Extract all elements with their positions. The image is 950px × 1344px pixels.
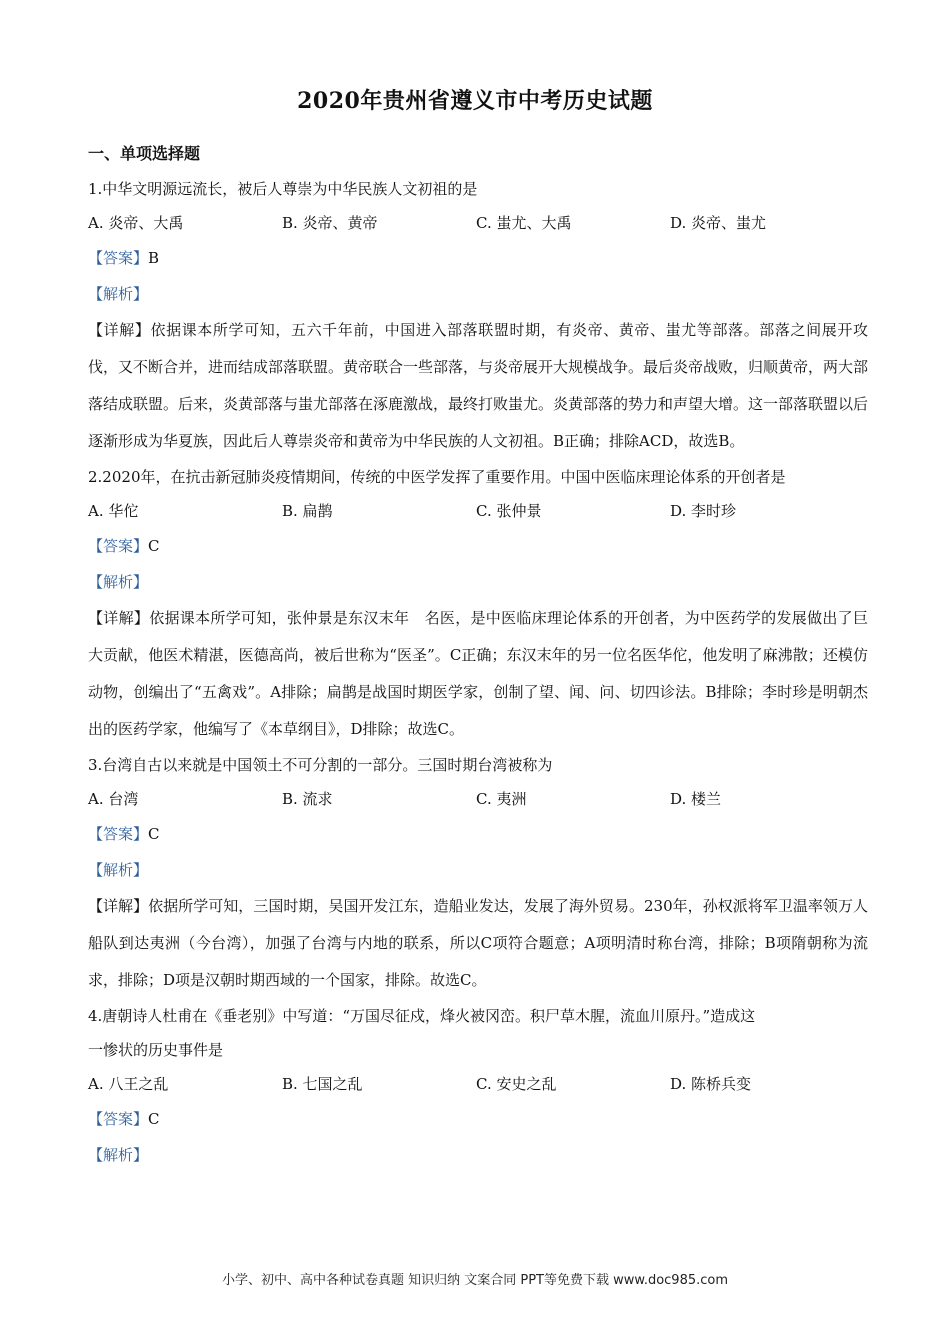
detail-paragraph: [88, 600, 868, 748]
option-c: C. 蚩尤、大禹: [476, 214, 572, 232]
analysis-line: [88, 1137, 868, 1173]
answer-label: 【答案】: [88, 825, 149, 843]
answer-line: [88, 528, 868, 564]
option-c: C. 安史之乱: [476, 1075, 557, 1093]
analysis-label: 【解析】: [88, 285, 149, 303]
question-1: [88, 172, 868, 460]
detail-label: 【详解】: [88, 321, 151, 339]
question-stem: 2.2020年，在抗击新冠肺炎疫情期间，传统的中医学发挥了重要作用。中国中医临床理论体系的开创者是: [88, 468, 786, 486]
question-stem-line-2: 一惨状的历史事件是: [88, 1041, 224, 1059]
detail-paragraph: [88, 888, 868, 999]
detail-label: 【详解】: [88, 897, 149, 915]
option-row: [88, 494, 868, 528]
section-heading: 一、单项选择题: [88, 144, 201, 163]
answer-value: C: [148, 825, 160, 843]
page-title: 2020年贵州省遵义市中考历史试题: [297, 88, 653, 114]
option-row: [88, 782, 868, 816]
analysis-line: [88, 852, 868, 888]
option-d: D. 李时珍: [670, 502, 737, 520]
detail-paragraph: [88, 312, 868, 460]
option-c: C. 夷洲: [476, 790, 527, 808]
answer-value: C: [148, 537, 160, 555]
detail-text: 依据所学可知，三国时期，吴国开发江东，造船业发达，发展了海外贸易。230年，孙权派将军卫温率领万人船队到达夷洲（今台湾），加强了台湾与内地的联系，所以C项符合题意；A项明清时称台湾，排除；B项隋朝称为流求，排除；D项是汉朝时期西域的一个国家，排除。故选C。: [88, 897, 868, 989]
answer-value: C: [148, 1110, 160, 1128]
option-d: D. 楼兰: [670, 790, 722, 808]
option-row: [88, 206, 868, 240]
option-d: D. 炎帝、蚩尤: [670, 214, 767, 232]
answer-line: [88, 240, 868, 276]
answer-value: B: [148, 249, 160, 267]
question-stem-line-1: 4.唐朝诗人杜甫在《垂老别》中写道：“万国尽征戍，烽火被冈峦。积尸草木腥，流血川原丹。”造成这: [88, 1007, 756, 1025]
option-b: B. 炎帝、黄帝: [282, 214, 378, 232]
question-4: [88, 999, 868, 1173]
option-a: A. 台湾: [88, 790, 139, 808]
option-a: A. 八王之乱: [88, 1075, 169, 1093]
option-a: A. 炎帝、大禹: [88, 214, 184, 232]
page-footer: 小学、初中、高中各种试卷真题 知识归纳 文案合同 PPT等免费下载 www.doc985.com: [221, 1273, 729, 1288]
option-c: C. 张仲景: [476, 502, 542, 520]
detail-text: 依据课本所学可知，张仲景是东汉末年 名医，是中医临床理论体系的开创者，为中医药学的发展做出了巨大贡献，他医术精湛，医德高尚，被后世称为“医圣”。C正确；东汉末年的另一位名医华佗，他发明了麻沸散；还模仿动物，创编出了“五禽戏”。A排除；扁鹊是战国时期医学家，创制了望、闻、问、切四诊法。B排除；李时珍是明朝杰出的医药学家，他编写了《本草纲目》，D排除；故选C。: [88, 609, 868, 738]
analysis-label: 【解析】: [88, 861, 149, 879]
question-stem: 3.台湾自古以来就是中国领土不可分割的一部分。三国时期台湾被称为: [88, 756, 553, 774]
detail-label: 【详解】: [88, 609, 150, 627]
detail-text: 依据课本所学可知，五六千年前，中国进入部落联盟时期，有炎帝、黄帝、蚩尤等部落。部落之间展开攻伐，又不断合并，进而结成部落联盟。黄帝联合一些部落，与炎帝展开大规模战争。最后炎帝战败，归顺黄帝，两大部落结成联盟。后来，炎黄部落与蚩尤部落在涿鹿激战，最终打败蚩尤。炎黄部落的势力和声望大增。这一部落联盟以后逐渐形成为华夏族，因此后人尊崇炎帝和黄帝为中华民族的人文初祖。B正确；排除ACD，故选B。: [88, 321, 869, 450]
option-b: B. 流求: [282, 790, 333, 808]
analysis-line: [88, 276, 868, 312]
option-b: B. 扁鹊: [282, 502, 333, 520]
question-2: [88, 460, 868, 748]
answer-label: 【答案】: [88, 537, 149, 555]
option-a: A. 华佗: [88, 502, 139, 520]
answer-label: 【答案】: [88, 1110, 149, 1128]
question-list: [88, 172, 868, 1173]
analysis-label: 【解析】: [88, 1146, 149, 1164]
question-stem: 1.中华文明源远流长，被后人尊崇为中华民族人文初祖的是: [88, 180, 478, 198]
analysis-label: 【解析】: [88, 573, 149, 591]
analysis-line: [88, 564, 868, 600]
option-b: B. 七国之乱: [282, 1075, 363, 1093]
answer-label: 【答案】: [88, 249, 149, 267]
question-3: [88, 748, 868, 999]
option-row: [88, 1067, 868, 1101]
answer-line: [88, 816, 868, 852]
option-d: D. 陈桥兵变: [670, 1075, 752, 1093]
answer-line: [88, 1101, 868, 1137]
